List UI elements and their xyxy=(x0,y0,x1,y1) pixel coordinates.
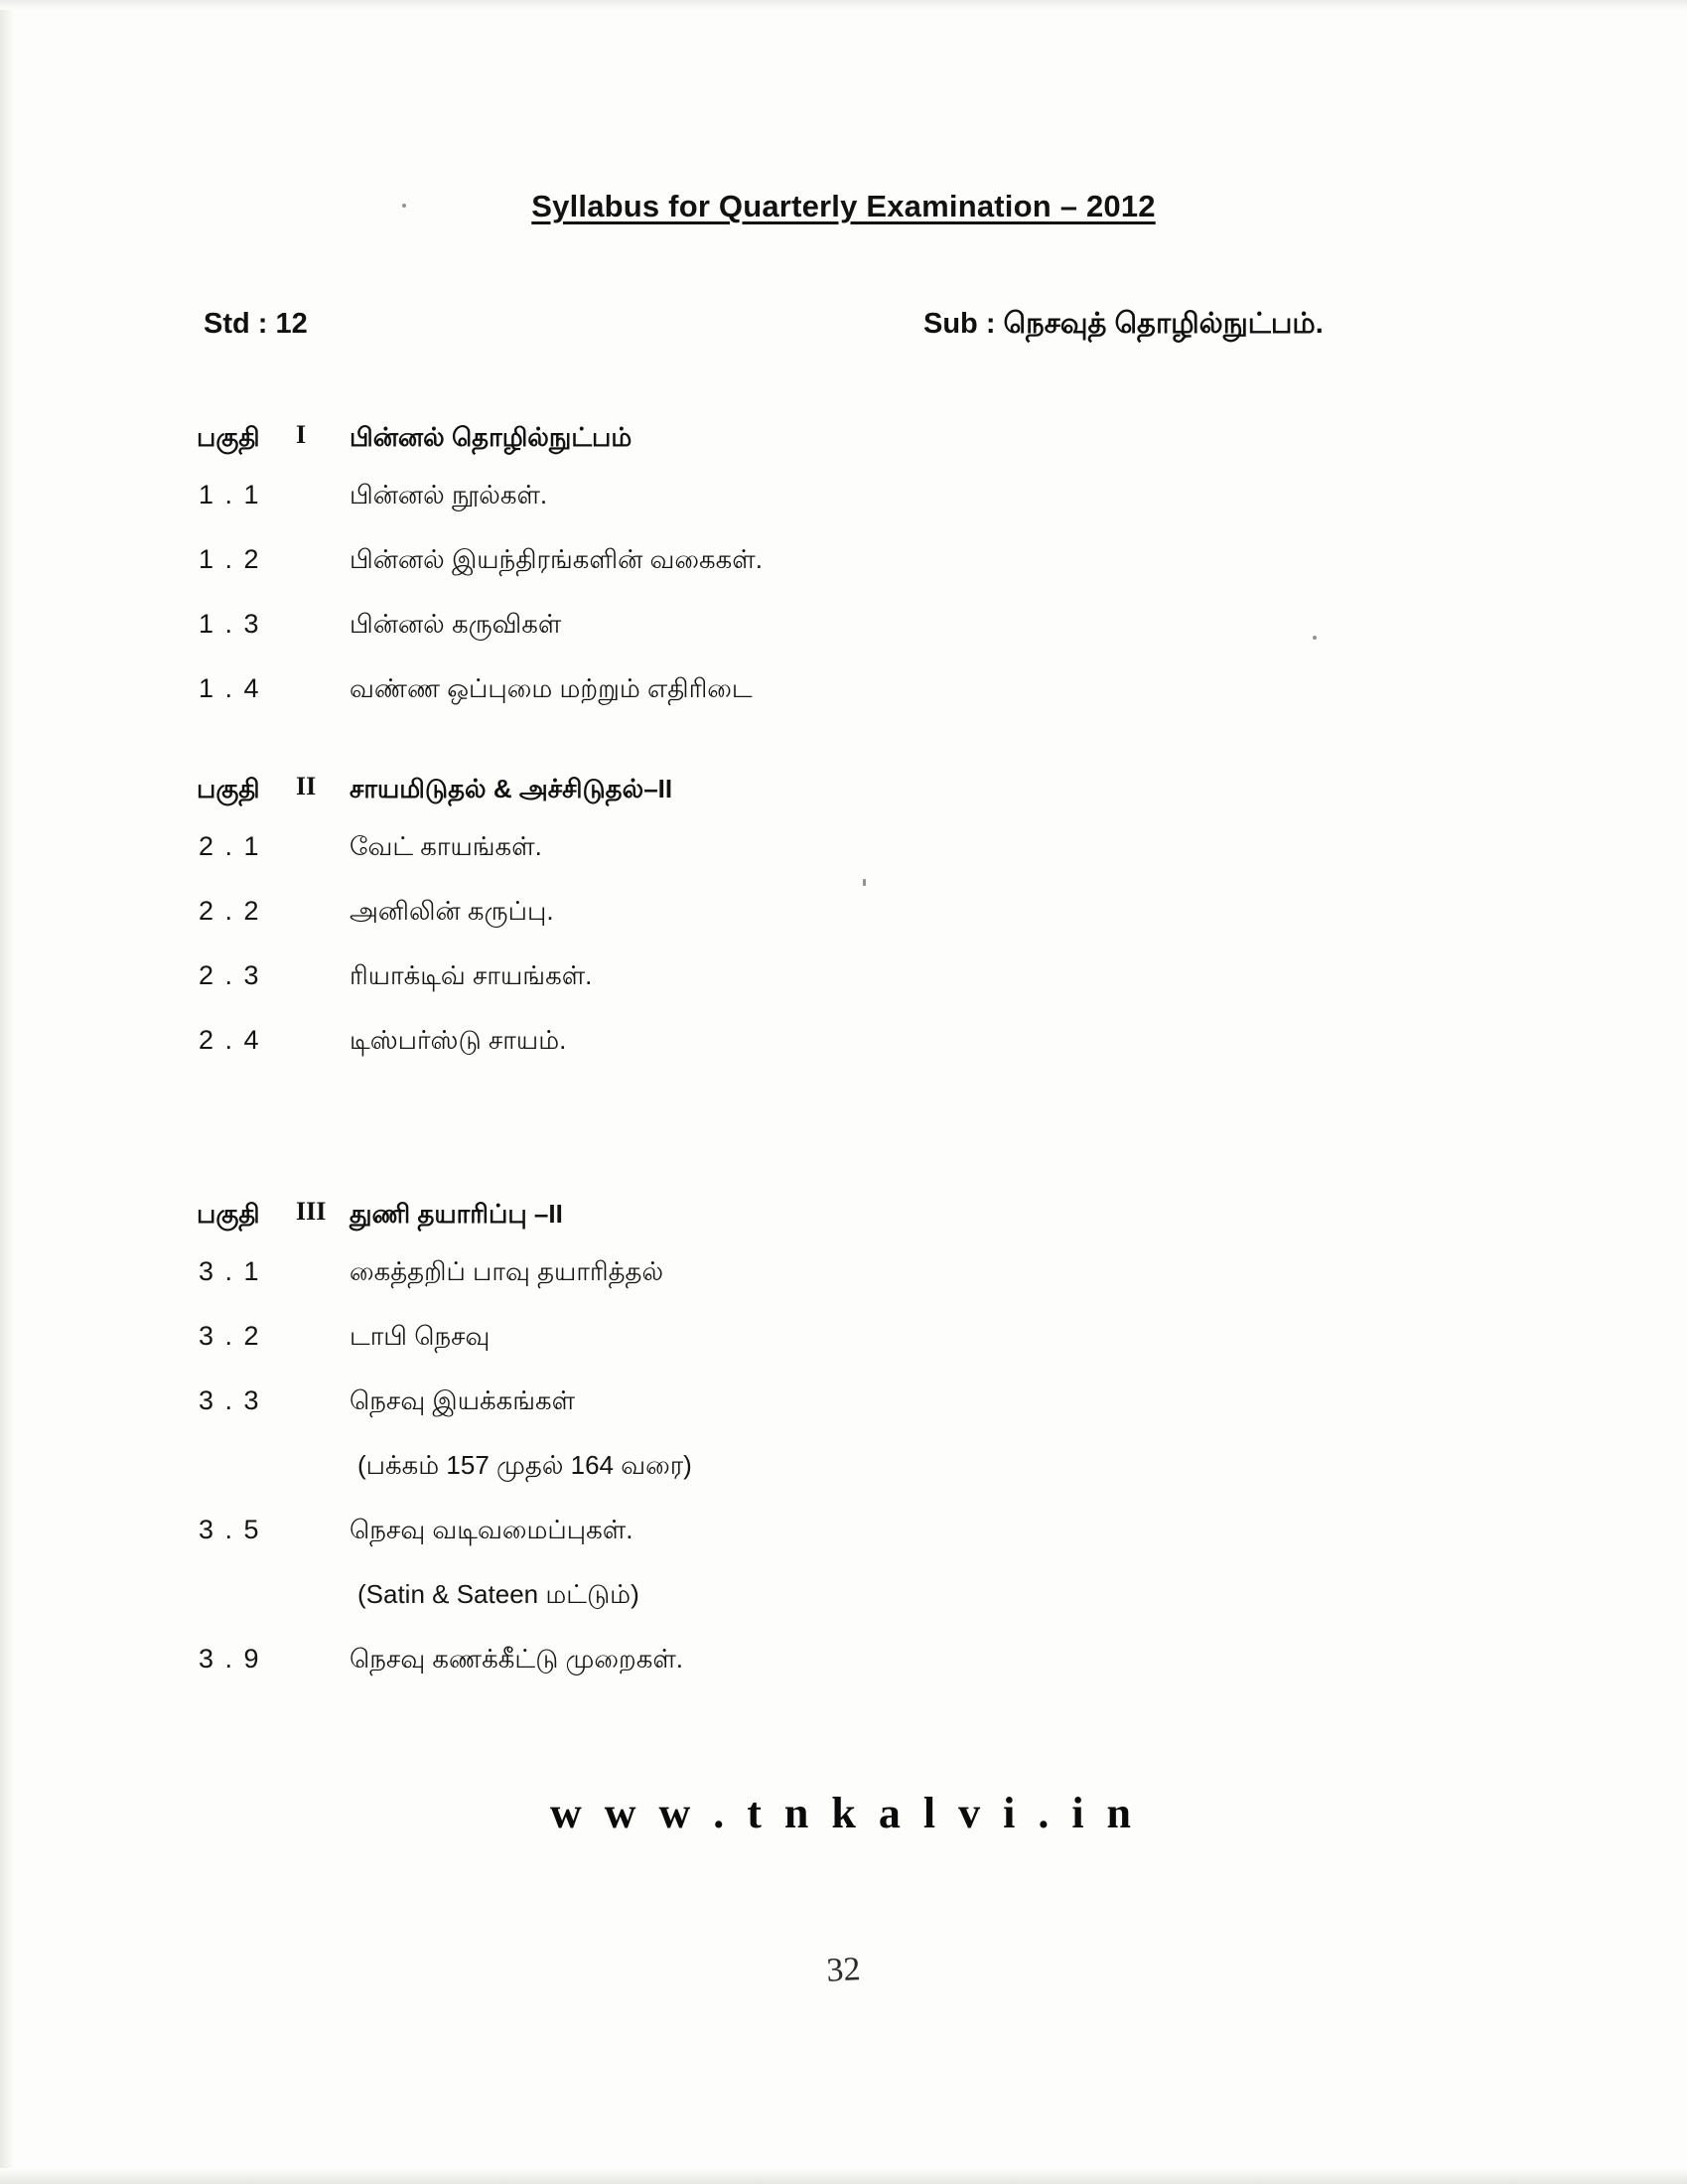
paper-edge-bottom xyxy=(0,2168,1687,2184)
part-title: பின்னல் தொழில்நுட்பம் xyxy=(350,422,633,452)
item-number: 3 . 5 xyxy=(199,1515,261,1544)
list-item xyxy=(0,1321,1687,1385)
part-word: பகுதி xyxy=(197,774,260,803)
item-text: ரியாக்டிவ் சாயங்கள். xyxy=(350,960,593,990)
standard-label: Std : 12 xyxy=(204,308,308,340)
list-item xyxy=(0,480,1687,544)
part-number: I xyxy=(296,420,307,449)
list-item xyxy=(0,960,1687,1025)
site-watermark: w w w . t n k a l v i . i n xyxy=(549,1789,1138,1837)
item-number: 2 . 3 xyxy=(199,960,261,990)
item-text: நெசவு கணக்கீட்டு முறைகள். xyxy=(350,1644,684,1674)
item-number: 1 . 4 xyxy=(199,673,261,703)
list-item xyxy=(0,1256,1687,1321)
item-subtext: (பக்கம் 157 முதல் 164 வரை) xyxy=(357,1450,692,1480)
page-title xyxy=(0,189,1687,224)
part-number: III xyxy=(296,1197,327,1226)
section-spacer xyxy=(0,738,1687,774)
part-block xyxy=(0,422,1687,738)
list-item-subtext xyxy=(0,1450,1687,1515)
item-subtext: (Satin & Sateen மட்டும்) xyxy=(357,1579,639,1609)
item-number: 1 . 2 xyxy=(199,544,261,574)
item-text: டாபி நெசவு xyxy=(350,1321,491,1351)
item-text: டிஸ்பர்ஸ்டு சாயம். xyxy=(350,1025,567,1055)
item-text: நெசவு இயக்கங்கள் xyxy=(350,1385,576,1415)
part-block xyxy=(0,1199,1687,1708)
item-text: வேட் காயங்கள். xyxy=(350,831,542,861)
item-text: கைத்தறிப் பாவு தயாரித்தல் xyxy=(350,1256,664,1286)
part-title: சாயமிடுதல் & அச்சிடுதல்–II xyxy=(350,774,673,803)
subject-label: Sub : நெசவுத் தொழில்நுட்பம். xyxy=(923,308,1324,340)
list-item xyxy=(0,831,1687,896)
part-number: II xyxy=(296,772,317,801)
item-number: 2 . 4 xyxy=(199,1025,261,1055)
item-number: 2 . 1 xyxy=(199,831,261,861)
list-item xyxy=(0,1385,1687,1450)
page-number: 32 xyxy=(825,1951,862,1989)
part-heading xyxy=(0,774,1687,831)
syllabus-content xyxy=(0,422,1687,1708)
item-number: 1 . 1 xyxy=(199,480,261,510)
item-text: நெசவு வடிவமைப்புகள். xyxy=(350,1515,633,1544)
part-word: பகுதி xyxy=(197,1199,260,1229)
list-item xyxy=(0,1025,1687,1090)
list-item xyxy=(0,1515,1687,1579)
item-text: பின்னல் கருவிகள் xyxy=(350,609,562,639)
list-item xyxy=(0,544,1687,609)
item-number: 3 . 9 xyxy=(199,1644,261,1674)
list-item xyxy=(0,896,1687,960)
section-spacer xyxy=(0,1090,1687,1199)
meta-row xyxy=(0,308,1687,352)
item-text: பின்னல் நூல்கள். xyxy=(350,480,548,510)
list-item xyxy=(0,673,1687,738)
item-number: 3 . 1 xyxy=(199,1256,261,1286)
item-number: 2 . 2 xyxy=(199,896,261,926)
item-text: வண்ண ஒப்புமை மற்றும் எதிரிடை xyxy=(350,673,753,703)
part-title: துணி தயாரிப்பு –II xyxy=(350,1199,563,1229)
part-heading xyxy=(0,1199,1687,1256)
item-text: பின்னல் இயந்திரங்களின் வகைகள். xyxy=(350,544,763,574)
item-number: 1 . 3 xyxy=(199,609,261,639)
part-block xyxy=(0,774,1687,1090)
page-title-text: Syllabus for Quarterly Examination – 2012 xyxy=(531,189,1156,223)
paper-edge-top xyxy=(0,0,1687,10)
part-heading xyxy=(0,422,1687,480)
item-text: அனிலின் கருப்பு. xyxy=(350,896,554,926)
item-number: 3 . 2 xyxy=(199,1321,261,1351)
item-number: 3 . 3 xyxy=(199,1385,261,1415)
list-item xyxy=(0,609,1687,673)
list-item xyxy=(0,1644,1687,1708)
list-item-subtext xyxy=(0,1579,1687,1644)
part-word: பகுதி xyxy=(197,422,260,452)
